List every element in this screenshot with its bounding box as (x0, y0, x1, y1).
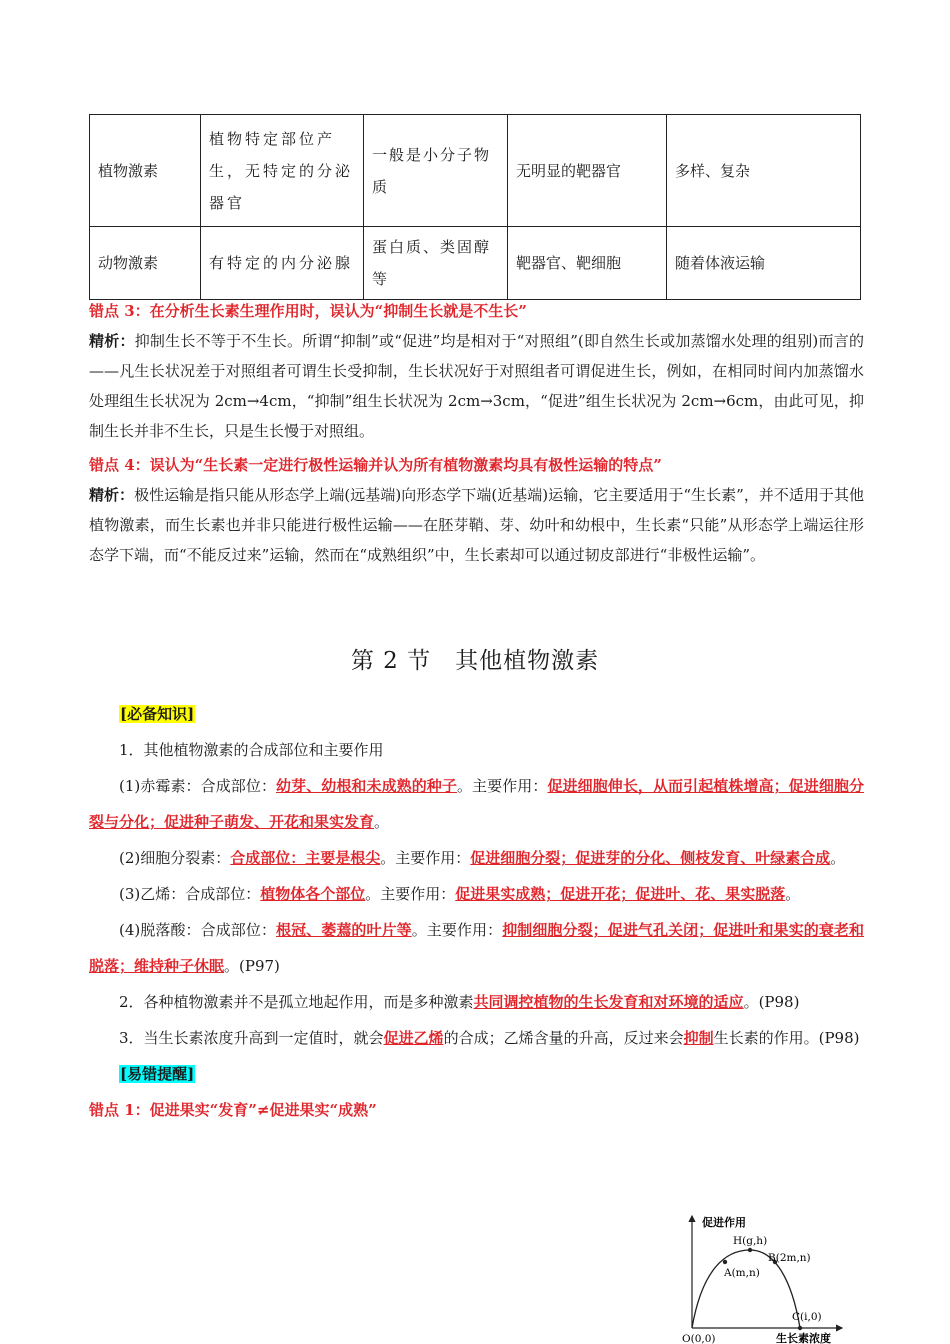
label-c: C(i,0) (792, 1311, 822, 1323)
error-4-analysis (89, 480, 864, 570)
answer-blank: 幼芽、幼根和未成熟的种子 (276, 777, 457, 795)
point-a (723, 1260, 727, 1264)
table-cell: 一般是小分子物质 (364, 115, 508, 227)
x-axis-label: 生长素浓度 (776, 1332, 831, 1344)
table-row (90, 115, 861, 227)
table-cell: 多样、复杂 (667, 115, 861, 227)
point-h (748, 1248, 752, 1252)
origin-label: O(0,0) (682, 1333, 716, 1344)
knowledge-item-1: 1．其他植物激素的合成部位和主要作用 (119, 741, 384, 759)
table-cell: 无明显的靶器官 (508, 115, 667, 227)
answer-blank: 抑制 (683, 1029, 714, 1047)
answer-blank: 促进乙烯 (383, 1029, 444, 1047)
ethylene-entry: (3)乙烯：合成部位：植物体各个部位。主要作用：促进果实成熟；促进开花；促进叶、花、果实脱落。 (119, 885, 801, 903)
table-cell: 有特定的内分泌腺 (201, 227, 364, 300)
knowledge-tag: [必备知识] (120, 705, 195, 723)
analysis-label: 精析： (89, 332, 135, 350)
analysis-text: 极性运输是指只能从形态学上端(远基端)向形态学下端(近基端)运输，它主要适用于“生长素”，并不适用于其他植物激素，而生长素也并非只能进行极性运输——在胚芽鞘、芽、幼叶和幼根中，生长素“只能”从形态学上端运往形态学下端，而“不能反过来”运输，然而在“成熟组织”中，生长素却可以通过韧皮部进行“非极性运输”。 (89, 486, 864, 564)
mistakes-tag: [易错提醒] (120, 1065, 195, 1083)
hormone-comparison-table (89, 114, 861, 300)
answer-blank: 共同调控植物的生长发育和对环境的适应 (473, 993, 744, 1011)
analysis-label: 精析： (89, 486, 135, 504)
answer-blank: 根冠、萎蔫的叶片等 (276, 921, 412, 939)
error-4-heading: 错点 4：误认为“生长素一定进行极性运输并认为所有植物激素均具有极性运输的特点” (89, 456, 662, 474)
y-axis-label: 促进作用 (702, 1216, 746, 1229)
table-cell: 随着体液运输 (667, 227, 861, 300)
error-4-section (89, 450, 864, 570)
answer-blank: 合成部位：主要是根尖 (230, 849, 381, 867)
analysis-text: 抑制生长不等于不生长。所谓“抑制”或“促进”均是相对于“对照组”(即自然生长或加蒸馏水处理的组别)而言的——凡生长状况差于对照组者可谓生长受抑制，生长状况好于对照组者可谓促进生长，例如，在相同时间内加蒸馏水处理组生长状况为 2cm→4cm，“抑制”组生长状况为 2cm→3cm，“促进”组生长状况为 2cm→6cm，由此可见，抑制生长并非不生长，只是生长慢于对照组。 (89, 332, 864, 440)
label-b: B(2m,n) (768, 1252, 811, 1264)
label-h: H(g,h) (733, 1235, 768, 1247)
section-title: 第 2 节 其他植物激素 (350, 648, 600, 674)
cytokinin-entry: (2)细胞分裂素：合成部位：主要是根尖。主要作用：促进细胞分裂；促进芽的分化、侧枝发育、叶绿素合成。 (119, 849, 846, 867)
abscisic-acid-entry: (4)脱落酸：合成部位：根冠、萎蔫的叶片等。主要作用：抑制细胞分裂；促进气孔关闭；促进叶和果实的衰老和脱落；维持种子休眠。(P97) (89, 921, 864, 975)
point-c (798, 1326, 802, 1330)
label-a: A(m,n) (724, 1267, 760, 1279)
answer-blank: 促进细胞分裂；促进芽的分化、侧枝发育、叶绿素合成 (470, 849, 831, 867)
error-3-analysis (89, 326, 864, 446)
gibberellin-entry: (1)赤霉素：合成部位：幼芽、幼根和未成熟的种子。主要作用：促进细胞伸长，从而引起植株增高；促进细胞分裂与分化；促进种子萌发、开花和果实发育。 (89, 777, 864, 831)
knowledge-item-2: 2．各种植物激素并不是孤立地起作用，而是多种激素共同调控植物的生长发育和对环境的适应。(P98) (119, 993, 800, 1011)
auxin-concentration-graph (680, 1210, 850, 1344)
table-cell: 蛋白质、类固醇等 (364, 227, 508, 300)
answer-blank: 促进果实成熟；促进开花；促进叶、花、果实脱落 (455, 885, 786, 903)
table-cell: 植物激素 (90, 115, 201, 227)
table-cell: 植物特定部位产生，无特定的分泌器官 (201, 115, 364, 227)
answer-blank: 抑制细胞分裂；促进气孔关闭；促进叶和果实的衰老和脱落；维持种子休眠 (89, 921, 864, 975)
mistake-1-heading: 错点 1：促进果实“发育”≠促进果实“成熟” (89, 1101, 377, 1119)
table-cell: 动物激素 (90, 227, 201, 300)
error-3-section (89, 296, 864, 446)
knowledge-item-3: 3．当生长素浓度升高到一定值时，就会促进乙烯的合成；乙烯含量的升高，反过来会抑制生长素的作用。(P98) (119, 1029, 860, 1047)
answer-blank: 植物体各个部位 (260, 885, 366, 903)
answer-blank: 促进细胞伸长，从而引起植株增高；促进细胞分裂与分化；促进种子萌发、开花和果实发育 (89, 777, 864, 831)
table-cell: 靶器官、靶细胞 (508, 227, 667, 300)
knowledge-section (89, 696, 864, 1128)
table-row (90, 227, 861, 300)
error-3-heading: 错点 3：在分析生长素生理作用时，误认为“抑制生长就是不生长” (89, 302, 527, 320)
